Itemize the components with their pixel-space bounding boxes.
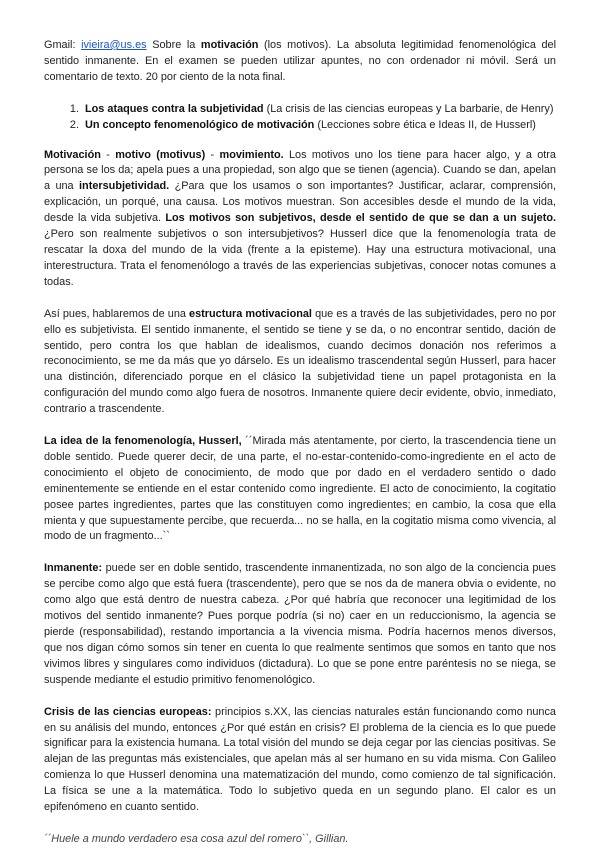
paragraph-text: Así pues, hablaremos de una	[44, 307, 186, 320]
intro-bold: motivación	[200, 39, 259, 51]
paragraph-text: puede ser en doble sentido, trascendente inmanentizada, no son algo de la conciencia pues se percibe como algo que está fuera (trascendente), pero que se nos da de manera obvia o evidente, no como algo que está dentro de nuestra cabeza. ¿Por qué habría que reconocer una legitimidad de los motivos del sentido inmanente? Pues porque podría (si no) caer en un reduccionismo, la agencia se pierde (responsabilidad), restando importancia a la vivencia misma. Podría hacernos menos diversos, que nos digan cómo somos sin tener en cuenta lo que realmente sentimos que somos en tanto que nos vivimos libres y singulares como individuos (dictadura). Lo que se pone entre paréntesis no se niega, se suspende mediante el estudio primitivo fenomenológico.	[44, 562, 556, 686]
intro-text-post: (los motivos). La absoluta legitimidad fenomenológica del sentido inmanente. En el examen se pueden utilizar apuntes, no con ordenador ni móvil. Será un comentario de texto. 20 por ciento de la nota final.	[44, 39, 557, 83]
topic-note: (La crisis de las ciencias europeas y La barbarie, de Henry)	[266, 102, 554, 115]
heading-idea-fenomenologia: La idea de la fenomenología, Husserl,	[44, 435, 242, 448]
term-movimiento: movimiento.	[219, 148, 284, 161]
paragraph-text: Los motivos uno los tiene para hacer algo, y a otra persona se los da; apela pues a una propiedad, son algo que se tienen (agencia). Cuando se dan, apelan a una	[44, 148, 556, 193]
term-intersubjetividad: intersubjetividad.	[79, 180, 170, 193]
email-label: Gmail:	[44, 39, 76, 51]
document-page	[44, 38, 556, 864]
intro-text-pre: Sobre la	[152, 39, 196, 51]
topic-title: Un concepto fenomenológico de motivación	[85, 118, 315, 131]
topic-item	[82, 102, 556, 118]
phenomenology-paragraph	[44, 434, 556, 545]
heading-crisis: Crisis de las ciencias europeas:	[44, 705, 212, 718]
topic-item	[82, 118, 556, 134]
paragraph-text: principios s.XX, las ciencias naturales están funcionando como nunca en su análisis del mundo, entonces ¿Por qué están en crisis? El problema de la ciencia es lo que puede significar para la existencia humana. La total visión del mundo se deja cegar por las ciencias positivas. Se alejan de las preguntas más existenciales, que apelan más al ser humano en su vida misma. Con Galileo comienza lo que Husserl denomina una matematización del mundo, como comienzo de tal significación. La física se une a la matemática. Todo lo subjetivo queda en un segundo plano. El calor es un epifenómeno en cuanto sentido.	[44, 705, 556, 814]
term-motivo: motivo (motivus)	[115, 148, 206, 161]
paragraph-text: que es a través de las subjetividades, pero no por ello es subjetivista. El sentido inmanente, el sentido se tiene y se da, o no encontrar sentido, dación de sentido, pero contra los que hablan de idealismos, cuando decimos donación nos referimos a reconocimiento, se me da más que yo dárselo. Es un idealismo trascendental según Husserl, para hacer una distinción, diferenciado porque en el clásico la subjetividad tiene un papel protagonista en la configuración del mundo como algo fuera de nosotros. Inmanente quiere decir evidente, obvio, inmediato, contrario a trascendente.	[44, 307, 556, 416]
paragraph-text: ¿Pero son realmente subjetivos o son intersubjetivos? Husserl dice que la fenomenología trata de rescatar la doxa del mundo de la vida (frente a la episteme). Hay una estructura motivacional, una interestructura. Trata el fenomenólogo a través de las experiencias subjetivas, conocer notas comunes a todas.	[44, 228, 556, 288]
quoted-text: ´´Mirada más atentamente, por cierto, la trascendencia tiene un doble sentido. Puede querer decir, de una parte, el no-estar-contenido-como-ingrediente en el acto de conocimiento el objeto de conocimiento, de modo que por dado en el verdadero sentido o dado eminentemente se entiende en el estar contenido como ingrediente. El acto de conocimiento, la cogitatio posee partes ingredientes, partes que las constituyen como ingredientes; en cambio, la cosa que ella mienta y que supuestamente percibe, que recuerda... no se halla, en la cogitatio misma como vivencia, al modo de un fragmento...``	[44, 435, 557, 543]
dash: -	[210, 148, 215, 161]
immanent-paragraph	[44, 561, 556, 688]
intro-paragraph	[44, 38, 556, 86]
topic-list	[44, 102, 556, 134]
closing-quote: ´´Huele a mundo verdadero esa cosa azul del romero``, Gillian.	[44, 832, 349, 845]
bold-statement: Los motivos son subjetivos, desde el sentido de que se dan a un sujeto.	[165, 212, 556, 225]
topic-title: Los ataques contra la subjetividad	[85, 102, 264, 115]
crisis-paragraph	[44, 705, 556, 816]
term-inmanente: Inmanente:	[44, 562, 103, 575]
topic-note: (Lecciones sobre ética e Ideas II, de Husserl)	[317, 118, 536, 131]
paragraph-text: ¿Para que los usamos o son importantes? Justificar, aclarar, comprensión, explicación, un porqué, una causa. Los motivos muestran. Son accesibles desde el mundo de la vida, desde la vida subjetiva.	[44, 180, 556, 225]
motivation-paragraph	[44, 148, 556, 291]
term-motivacion: Motivación	[44, 148, 101, 161]
email-link[interactable]: ivieira@us.es	[81, 39, 147, 51]
dash: -	[106, 148, 110, 161]
term-estructura-motivacional: estructura motivacional	[189, 307, 312, 320]
structure-paragraph	[44, 307, 556, 418]
